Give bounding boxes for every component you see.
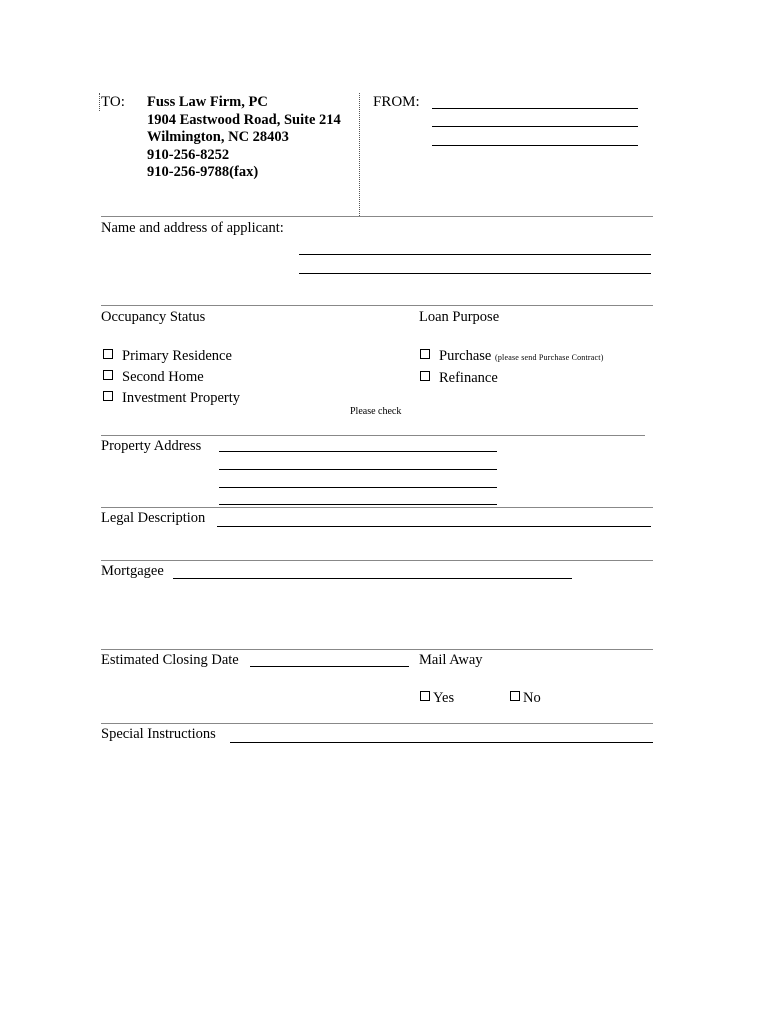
occupancy-options bbox=[103, 346, 240, 409]
loan-purpose-title: Loan Purpose bbox=[419, 309, 500, 325]
property-address-field-4[interactable] bbox=[219, 504, 497, 505]
checkbox-icon[interactable] bbox=[103, 391, 113, 401]
mortgagee-label: Mortgagee bbox=[101, 563, 164, 579]
option-label: Primary Residence bbox=[122, 348, 232, 364]
option-label: Refinance bbox=[439, 370, 498, 386]
option-label: Investment Property bbox=[122, 390, 240, 406]
property-address-field-3[interactable] bbox=[219, 487, 497, 488]
from-label: FROM: bbox=[373, 94, 420, 110]
mail-away-yes[interactable] bbox=[420, 690, 454, 707]
section-divider bbox=[101, 560, 653, 561]
property-address-label: Property Address bbox=[101, 438, 202, 454]
section-divider bbox=[101, 649, 653, 650]
section-divider bbox=[101, 305, 653, 306]
firm-city: Wilmington, NC 28403 bbox=[147, 129, 289, 145]
mortgagee-field[interactable] bbox=[173, 578, 572, 579]
to-from-divider bbox=[359, 93, 360, 216]
checkbox-icon[interactable] bbox=[510, 691, 520, 701]
applicant-field-2[interactable] bbox=[299, 273, 651, 274]
firm-name: Fuss Law Firm, PC bbox=[147, 94, 268, 110]
property-address-field-1[interactable] bbox=[219, 451, 497, 452]
firm-fax: 910-256-9788(fax) bbox=[147, 164, 259, 180]
property-address-field-2[interactable] bbox=[219, 469, 497, 470]
checkbox-icon[interactable] bbox=[103, 349, 113, 359]
option-label: Second Home bbox=[122, 369, 204, 385]
mail-away-label: Mail Away bbox=[419, 652, 483, 668]
purchase-note: (please send Purchase Contract) bbox=[494, 353, 604, 362]
section-divider bbox=[101, 216, 653, 217]
closing-date-label: Estimated Closing Date bbox=[101, 652, 239, 668]
section-divider bbox=[101, 507, 653, 508]
applicant-field-1[interactable] bbox=[299, 254, 651, 255]
loan-purpose-options bbox=[420, 346, 604, 389]
occupancy-title: Occupancy Status bbox=[101, 309, 206, 325]
from-field-3[interactable] bbox=[432, 145, 638, 146]
occupancy-option-investment[interactable] bbox=[103, 388, 240, 409]
to-left-border bbox=[99, 93, 100, 111]
section-divider bbox=[101, 723, 653, 724]
please-check-note: Please check bbox=[350, 406, 402, 417]
special-instructions-label: Special Instructions bbox=[101, 726, 216, 742]
option-label: No bbox=[523, 690, 541, 706]
legal-description-label: Legal Description bbox=[101, 510, 206, 526]
checkbox-icon[interactable] bbox=[420, 349, 430, 359]
firm-address bbox=[147, 94, 341, 182]
to-label: TO: bbox=[101, 94, 125, 110]
closing-date-field[interactable] bbox=[250, 666, 409, 667]
occupancy-option-primary[interactable] bbox=[103, 346, 240, 367]
firm-street: 1904 Eastwood Road, Suite 214 bbox=[147, 111, 341, 128]
legal-description-field[interactable] bbox=[217, 526, 651, 527]
loan-option-refinance[interactable] bbox=[420, 368, 604, 389]
from-field-2[interactable] bbox=[432, 126, 638, 127]
special-instructions-field[interactable] bbox=[230, 742, 653, 743]
option-label: Purchase bbox=[439, 348, 492, 364]
from-field-1[interactable] bbox=[432, 108, 638, 109]
option-label: Yes bbox=[433, 690, 455, 706]
section-divider bbox=[101, 435, 645, 436]
firm-phone: 910-256-8252 bbox=[147, 146, 230, 163]
occupancy-option-second[interactable] bbox=[103, 367, 240, 388]
checkbox-icon[interactable] bbox=[420, 691, 430, 701]
mail-away-no[interactable] bbox=[510, 690, 541, 707]
applicant-label: Name and address of applicant: bbox=[101, 220, 284, 236]
checkbox-icon[interactable] bbox=[103, 370, 113, 380]
checkbox-icon[interactable] bbox=[420, 371, 430, 381]
loan-option-purchase[interactable] bbox=[420, 346, 604, 368]
